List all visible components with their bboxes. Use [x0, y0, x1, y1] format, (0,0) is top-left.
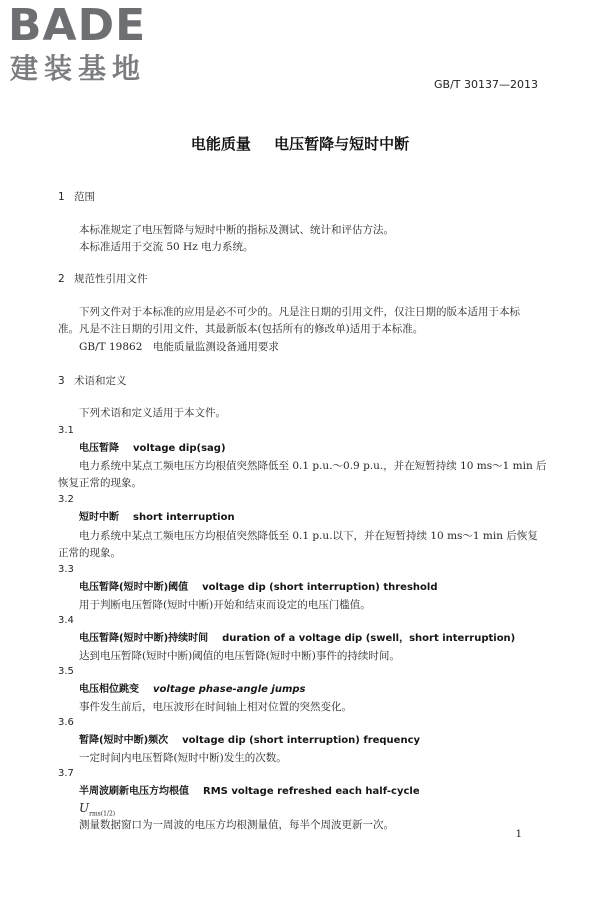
paragraph-line: 下列术语和定义适用于本文件。 — [79, 407, 226, 419]
section-number: 3 — [58, 375, 65, 387]
term-en: duration of a voltage dip (swell，short interruption) — [222, 633, 516, 644]
title-sub: 电压暂降与短时中断 — [274, 135, 410, 153]
term-number: 3.2 — [58, 494, 74, 505]
logo-brand: BADE — [8, 0, 147, 51]
term-number: 3.3 — [58, 564, 74, 575]
term-number: 3.1 — [58, 425, 74, 436]
paragraph-line: 本标准适用于交流 50 Hz 电力系统。 — [79, 241, 254, 253]
term-number: 3.7 — [58, 768, 74, 779]
definition-line: 电力系统中某点工频电压方均根值突然降低至 0.1 p.u.～0.9 p.u.，并在短暂持续 10 ms～1 min 后 — [79, 460, 547, 472]
section-title: 范围 — [74, 191, 95, 203]
logo — [8, 2, 178, 90]
logo-subtitle: 建装基地 — [10, 52, 147, 85]
section-title: 规范性引用文件 — [74, 273, 148, 285]
page-number: 1 — [515, 829, 522, 840]
section-number: 1 — [58, 191, 65, 203]
term-heading — [79, 734, 420, 748]
section-heading — [58, 272, 148, 286]
term-number: 3.6 — [58, 717, 74, 728]
reference-line: GB/T 19862 电能质量监测设备通用要求 — [79, 341, 279, 353]
term-en: voltage dip (short interruption) threshold — [202, 582, 438, 593]
term-heading — [79, 785, 420, 799]
document-title — [0, 133, 600, 154]
definition-line: 电力系统中某点工频电压方均根值突然降低至 0.1 p.u.以下，并在短暂持续 10 ms～1 min 后恢复 — [79, 530, 538, 542]
symbol-subscript: rms(1/2) — [89, 810, 116, 818]
term-cn: 电压相位跳变 — [79, 684, 139, 695]
term-cn: 电压暂降 — [79, 443, 119, 454]
term-en: voltage phase-angle jumps — [153, 684, 306, 695]
paragraph-line: 本标准规定了电压暂降与短时中断的指标及测试、统计和评估方法。 — [79, 224, 394, 236]
term-en: voltage dip(sag) — [133, 443, 226, 454]
paragraph-line: 下列文件对于本标准的应用是必不可少的。凡是注日期的引用文件，仅注日期的版本适用于本标 — [79, 306, 520, 318]
term-en: short interruption — [133, 512, 235, 523]
definition-line: 恢复正常的现象。 — [58, 477, 142, 489]
term-heading — [79, 581, 437, 595]
paragraph-line: 准。凡是不注日期的引用文件，其最新版本(包括所有的修改单)适用于本标准。 — [58, 323, 424, 335]
standard-code: GB/T 30137—2013 — [434, 78, 538, 91]
term-cn: 电压暂降(短时中断)持续时间 — [79, 633, 209, 644]
term-heading — [79, 683, 305, 697]
term-cn: 半周波刷新电压方均根值 — [79, 786, 189, 797]
definition-line: 正常的现象。 — [58, 547, 121, 559]
section-heading — [58, 374, 127, 388]
definition-line: 事件发生前后，电压波形在时间轴上相对位置的突然变化。 — [79, 701, 352, 713]
definition-line: 一定时间内电压暂降(短时中断)发生的次数。 — [79, 752, 287, 764]
term-en: voltage dip (short interruption) frequency — [182, 735, 421, 746]
definition-line: 测量数据窗口为一周波的电压方均根测量值，每半个周波更新一次。 — [79, 819, 394, 831]
term-number: 3.5 — [58, 666, 74, 677]
section-number: 2 — [58, 273, 65, 285]
term-heading — [79, 632, 515, 646]
section-heading — [58, 190, 95, 204]
term-heading — [79, 511, 235, 525]
term-en: RMS voltage refreshed each half-cycle — [203, 786, 420, 797]
term-cn: 电压暂降(短时中断)阈值 — [79, 582, 189, 593]
definition-line: 达到电压暂降(短时中断)阈值的电压暂降(短时中断)事件的持续时间。 — [79, 650, 400, 662]
section-title: 术语和定义 — [74, 375, 127, 387]
symbol-letter: U — [79, 801, 90, 815]
term-heading — [79, 442, 226, 456]
definition-line: 用于判断电压暂降(短时中断)开始和结束而设定的电压门槛值。 — [79, 599, 371, 611]
term-cn: 短时中断 — [79, 512, 119, 523]
term-cn: 暂降(短时中断)频次 — [79, 735, 169, 746]
term-number: 3.4 — [58, 615, 74, 626]
title-main: 电能质量 — [190, 135, 251, 153]
